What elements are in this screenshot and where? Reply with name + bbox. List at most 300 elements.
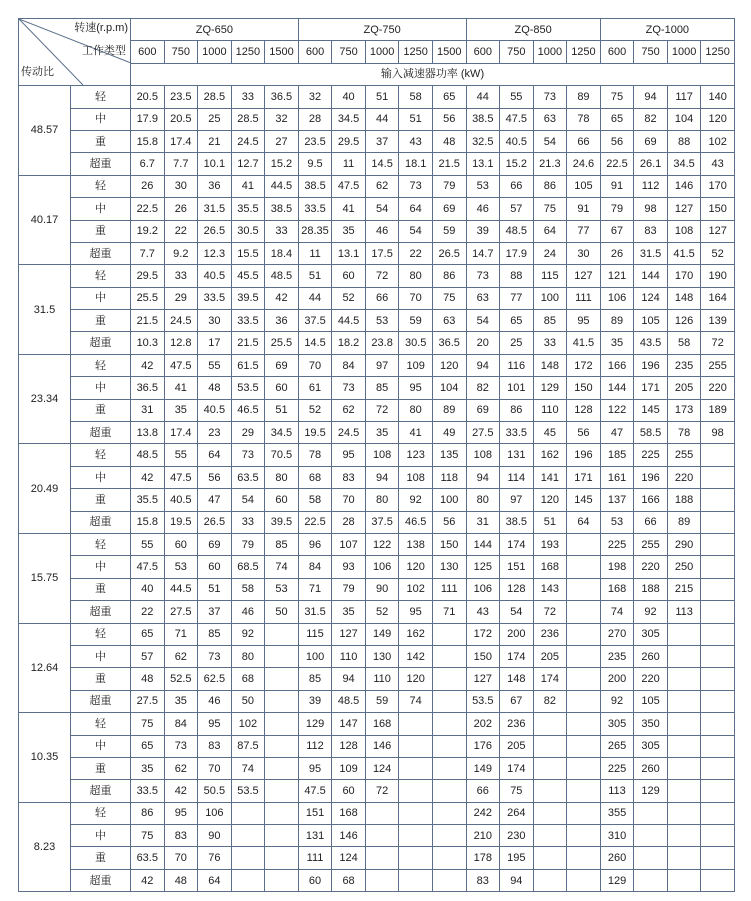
power-value-cell: 58 <box>231 578 265 600</box>
power-value-cell: 171 <box>567 466 601 488</box>
power-value-cell: 88 <box>667 130 701 152</box>
power-value-cell: 35 <box>164 690 198 712</box>
power-value-cell: 255 <box>634 533 668 555</box>
power-value-cell: 19.5 <box>298 422 332 444</box>
power-value-cell: 166 <box>634 489 668 511</box>
power-value-cell: 100 <box>432 489 466 511</box>
power-value-cell: 35 <box>131 757 165 779</box>
power-value-cell: 40 <box>332 86 366 108</box>
power-value-cell: 17.4 <box>164 130 198 152</box>
power-value-cell: 105 <box>567 175 601 197</box>
power-value-cell: 42 <box>265 287 299 309</box>
duty-type-cell: 重 <box>71 757 131 779</box>
power-value-cell: 75 <box>131 713 165 735</box>
power-value-cell <box>701 601 735 623</box>
power-value-cell: 37.5 <box>365 511 399 533</box>
duty-type-cell: 轻 <box>71 354 131 376</box>
power-value-cell: 7.7 <box>164 153 198 175</box>
power-value-cell: 58 <box>298 489 332 511</box>
power-value-cell <box>432 780 466 802</box>
power-value-cell: 30 <box>164 175 198 197</box>
power-value-cell: 91 <box>600 175 634 197</box>
power-value-cell: 117 <box>667 86 701 108</box>
power-value-cell <box>533 735 567 757</box>
table-row <box>19 757 735 779</box>
power-value-cell <box>231 825 265 847</box>
power-value-cell: 85 <box>533 310 567 332</box>
power-value-cell <box>365 802 399 824</box>
power-value-cell: 104 <box>432 377 466 399</box>
power-value-cell: 111 <box>432 578 466 600</box>
power-value-cell: 94 <box>466 466 500 488</box>
power-value-cell: 28 <box>332 511 366 533</box>
power-value-cell: 110 <box>332 645 366 667</box>
power-value-cell: 92 <box>600 690 634 712</box>
power-value-cell: 30.5 <box>399 332 433 354</box>
power-value-cell: 82 <box>533 690 567 712</box>
power-value-cell: 70 <box>298 354 332 376</box>
power-value-cell: 25.5 <box>131 287 165 309</box>
power-value-cell: 71 <box>432 601 466 623</box>
power-value-cell: 120 <box>399 556 433 578</box>
power-value-cell: 108 <box>466 444 500 466</box>
power-value-cell <box>667 713 701 735</box>
power-value-cell: 42 <box>131 869 165 891</box>
power-value-cell: 79 <box>332 578 366 600</box>
power-value-cell: 92 <box>399 489 433 511</box>
power-value-cell: 23.5 <box>164 86 198 108</box>
power-value-cell: 64 <box>567 511 601 533</box>
power-value-cell: 80 <box>265 466 299 488</box>
power-value-cell: 54 <box>466 310 500 332</box>
power-value-cell <box>567 825 601 847</box>
power-value-cell <box>432 802 466 824</box>
power-value-cell: 174 <box>500 533 534 555</box>
power-value-cell: 70.5 <box>265 444 299 466</box>
power-value-cell: 37 <box>365 130 399 152</box>
power-value-cell: 236 <box>533 623 567 645</box>
power-value-cell <box>634 869 668 891</box>
power-value-cell: 42 <box>164 780 198 802</box>
power-value-cell: 35 <box>164 399 198 421</box>
power-value-cell: 36.5 <box>265 86 299 108</box>
power-value-cell: 34.5 <box>265 422 299 444</box>
ratio-cell: 23.34 <box>19 354 71 444</box>
power-value-cell: 162 <box>399 623 433 645</box>
power-value-cell <box>231 847 265 869</box>
power-value-cell: 105 <box>634 690 668 712</box>
power-value-cell: 33.5 <box>131 780 165 802</box>
power-value-cell: 40.5 <box>198 265 232 287</box>
power-value-cell: 94 <box>500 869 534 891</box>
duty-type-cell: 超重 <box>71 601 131 623</box>
duty-type-cell: 超重 <box>71 242 131 264</box>
power-value-cell: 33 <box>164 265 198 287</box>
duty-type-label: 工作类型 <box>82 45 126 57</box>
power-value-cell: 111 <box>567 287 601 309</box>
duty-type-cell: 重 <box>71 399 131 421</box>
power-value-cell: 355 <box>600 802 634 824</box>
power-value-cell <box>701 825 735 847</box>
power-value-cell: 60 <box>265 377 299 399</box>
duty-type-cell: 轻 <box>71 175 131 197</box>
power-value-cell: 77 <box>500 287 534 309</box>
power-value-cell: 53.5 <box>231 780 265 802</box>
power-value-cell: 108 <box>365 444 399 466</box>
power-value-cell: 70 <box>164 847 198 869</box>
power-value-cell: 97 <box>365 354 399 376</box>
power-value-cell: 64 <box>533 220 567 242</box>
power-value-cell: 28.5 <box>198 86 232 108</box>
power-value-cell: 30 <box>567 242 601 264</box>
power-value-cell: 53 <box>365 310 399 332</box>
power-value-cell: 65 <box>600 108 634 130</box>
power-value-cell: 70 <box>198 757 232 779</box>
power-value-cell: 53.5 <box>466 690 500 712</box>
power-value-cell: 149 <box>466 757 500 779</box>
table-row <box>19 601 735 623</box>
power-value-cell: 196 <box>567 444 601 466</box>
power-value-cell: 32 <box>298 86 332 108</box>
power-value-cell: 53.5 <box>231 377 265 399</box>
power-value-cell: 54 <box>500 601 534 623</box>
table-row <box>19 847 735 869</box>
power-value-cell: 188 <box>667 489 701 511</box>
power-value-cell: 260 <box>634 757 668 779</box>
power-value-cell <box>701 466 735 488</box>
power-value-cell: 127 <box>466 668 500 690</box>
table-row <box>19 399 735 421</box>
power-value-cell <box>701 690 735 712</box>
power-value-cell: 86 <box>533 175 567 197</box>
power-value-cell: 107 <box>332 533 366 555</box>
power-value-cell: 127 <box>667 198 701 220</box>
power-value-cell: 48 <box>198 377 232 399</box>
power-value-cell: 350 <box>634 713 668 735</box>
power-value-cell: 112 <box>298 735 332 757</box>
power-value-cell <box>265 825 299 847</box>
power-value-cell: 305 <box>634 735 668 757</box>
power-value-cell: 38.5 <box>298 175 332 197</box>
power-value-cell: 44.5 <box>265 175 299 197</box>
power-value-cell: 41 <box>164 377 198 399</box>
power-value-cell <box>667 735 701 757</box>
power-value-cell <box>432 690 466 712</box>
power-value-cell <box>701 668 735 690</box>
power-value-cell <box>432 623 466 645</box>
power-value-cell: 26.5 <box>198 220 232 242</box>
power-value-cell: 47.5 <box>164 354 198 376</box>
power-value-cell: 43 <box>701 153 735 175</box>
power-value-cell: 100 <box>533 287 567 309</box>
power-value-cell: 73 <box>399 175 433 197</box>
power-value-cell: 29 <box>164 287 198 309</box>
power-value-cell: 62 <box>164 645 198 667</box>
power-value-cell: 149 <box>365 623 399 645</box>
power-value-cell <box>701 802 735 824</box>
power-value-cell: 73 <box>231 444 265 466</box>
power-value-cell: 174 <box>533 668 567 690</box>
power-value-cell: 84 <box>332 354 366 376</box>
model-header-zq850: ZQ-850 <box>466 19 600 41</box>
power-value-cell: 17.5 <box>365 242 399 264</box>
power-value-cell <box>567 757 601 779</box>
power-value-cell: 115 <box>298 623 332 645</box>
speed-header-cell: 1250 <box>231 41 265 63</box>
power-value-cell <box>567 533 601 555</box>
power-value-cell: 151 <box>298 802 332 824</box>
duty-type-cell: 中 <box>71 466 131 488</box>
table-row <box>19 86 735 108</box>
power-value-cell: 22.5 <box>298 511 332 533</box>
duty-type-cell: 超重 <box>71 780 131 802</box>
model-header-zq1000: ZQ-1000 <box>600 19 734 41</box>
power-value-cell <box>432 847 466 869</box>
power-value-cell: 148 <box>500 668 534 690</box>
ratio-cell: 40.17 <box>19 175 71 265</box>
power-value-cell: 21.3 <box>533 153 567 175</box>
power-value-cell: 89 <box>432 399 466 421</box>
power-value-cell: 122 <box>600 399 634 421</box>
power-value-cell: 141 <box>533 466 567 488</box>
power-value-cell: 29.5 <box>332 130 366 152</box>
power-value-cell: 83 <box>332 466 366 488</box>
power-value-cell: 53 <box>600 511 634 533</box>
speed-header-cell: 750 <box>332 41 366 63</box>
power-value-cell: 34.5 <box>332 108 366 130</box>
power-value-cell: 78 <box>667 422 701 444</box>
power-value-cell: 52 <box>365 601 399 623</box>
power-value-cell: 42 <box>131 354 165 376</box>
power-value-cell: 75 <box>600 86 634 108</box>
power-value-cell <box>667 623 701 645</box>
power-value-cell: 48.5 <box>332 690 366 712</box>
power-value-cell: 196 <box>634 466 668 488</box>
power-value-cell: 79 <box>432 175 466 197</box>
power-value-cell: 43.5 <box>634 332 668 354</box>
power-value-cell: 61 <box>298 377 332 399</box>
power-value-cell: 60 <box>298 869 332 891</box>
power-value-cell: 51 <box>365 86 399 108</box>
power-value-cell: 69 <box>265 354 299 376</box>
power-value-cell: 121 <box>600 265 634 287</box>
power-value-cell: 170 <box>701 175 735 197</box>
power-value-cell <box>701 645 735 667</box>
power-value-cell: 255 <box>667 444 701 466</box>
power-value-cell: 235 <box>667 354 701 376</box>
power-value-cell: 73 <box>533 86 567 108</box>
power-value-cell <box>365 825 399 847</box>
power-value-cell: 198 <box>600 556 634 578</box>
power-value-cell: 21 <box>198 130 232 152</box>
table-row <box>19 108 735 130</box>
power-value-cell: 220 <box>634 556 668 578</box>
power-value-cell <box>567 645 601 667</box>
speed-header-cell: 1500 <box>432 41 466 63</box>
power-value-cell: 35 <box>332 220 366 242</box>
power-value-cell: 20 <box>466 332 500 354</box>
power-value-cell: 144 <box>466 533 500 555</box>
power-value-cell: 260 <box>634 645 668 667</box>
power-value-cell <box>432 825 466 847</box>
power-value-cell: 22 <box>131 601 165 623</box>
power-value-cell <box>533 847 567 869</box>
duty-type-cell: 轻 <box>71 713 131 735</box>
power-value-cell <box>265 780 299 802</box>
power-value-cell: 125 <box>466 556 500 578</box>
power-value-cell: 80 <box>399 265 433 287</box>
power-value-cell: 83 <box>634 220 668 242</box>
power-value-cell: 68.5 <box>231 556 265 578</box>
power-value-cell: 62 <box>164 757 198 779</box>
power-value-cell: 129 <box>634 780 668 802</box>
power-value-cell: 74 <box>231 757 265 779</box>
power-value-cell: 118 <box>432 466 466 488</box>
power-value-cell: 31 <box>131 399 165 421</box>
power-value-cell: 23.5 <box>298 130 332 152</box>
power-value-cell: 98 <box>634 198 668 220</box>
power-value-cell: 114 <box>500 466 534 488</box>
power-value-cell: 112 <box>634 175 668 197</box>
power-value-cell: 80 <box>466 489 500 511</box>
power-value-cell: 55 <box>164 444 198 466</box>
power-value-cell: 127 <box>567 265 601 287</box>
power-value-cell: 83 <box>164 825 198 847</box>
power-value-cell: 33 <box>533 332 567 354</box>
table-row <box>19 511 735 533</box>
power-value-cell: 161 <box>600 466 634 488</box>
power-value-cell: 63 <box>533 108 567 130</box>
power-value-cell: 20.5 <box>164 108 198 130</box>
power-value-cell: 51 <box>298 265 332 287</box>
power-value-cell: 210 <box>466 825 500 847</box>
duty-type-cell: 中 <box>71 556 131 578</box>
power-value-cell <box>701 735 735 757</box>
power-value-cell: 38.5 <box>500 511 534 533</box>
duty-type-cell: 重 <box>71 130 131 152</box>
duty-type-cell: 重 <box>71 489 131 511</box>
table-row <box>19 153 735 175</box>
table-row <box>19 377 735 399</box>
table-row <box>19 332 735 354</box>
power-value-cell: 230 <box>500 825 534 847</box>
power-value-cell: 60 <box>332 780 366 802</box>
power-value-cell: 255 <box>701 354 735 376</box>
ratio-cell: 12.64 <box>19 623 71 713</box>
power-value-cell: 72 <box>365 265 399 287</box>
power-value-cell: 148 <box>667 287 701 309</box>
power-value-cell <box>231 802 265 824</box>
power-value-cell <box>567 690 601 712</box>
power-value-cell: 68 <box>332 869 366 891</box>
power-value-cell: 44.5 <box>164 578 198 600</box>
power-value-cell: 100 <box>298 645 332 667</box>
power-value-cell: 72 <box>365 399 399 421</box>
power-value-cell: 120 <box>399 668 433 690</box>
power-value-cell: 27.5 <box>164 601 198 623</box>
power-value-cell: 59 <box>432 220 466 242</box>
power-value-cell: 36 <box>198 175 232 197</box>
power-value-cell: 104 <box>667 108 701 130</box>
power-value-cell: 225 <box>600 757 634 779</box>
table-row <box>19 287 735 309</box>
power-value-cell: 35 <box>332 601 366 623</box>
power-value-cell: 27.5 <box>131 690 165 712</box>
power-value-cell: 75 <box>131 825 165 847</box>
power-value-cell: 34.5 <box>667 153 701 175</box>
power-value-cell: 116 <box>500 354 534 376</box>
power-value-cell: 200 <box>600 668 634 690</box>
power-value-cell: 50 <box>265 601 299 623</box>
model-header-zq650: ZQ-650 <box>131 19 299 41</box>
power-value-cell: 24.5 <box>164 310 198 332</box>
power-value-cell: 32 <box>265 108 299 130</box>
power-value-cell: 24 <box>533 242 567 264</box>
power-value-cell: 95 <box>332 444 366 466</box>
power-value-cell: 150 <box>567 377 601 399</box>
power-value-cell: 28 <box>298 108 332 130</box>
table-row <box>19 825 735 847</box>
power-value-cell: 128 <box>567 399 601 421</box>
table-row <box>19 735 735 757</box>
power-value-cell: 102 <box>231 713 265 735</box>
power-value-cell: 89 <box>567 86 601 108</box>
power-value-cell: 43 <box>466 601 500 623</box>
power-unit-label: 输入减速器功率 (kW) <box>131 63 735 85</box>
power-value-cell: 61.5 <box>231 354 265 376</box>
power-value-cell: 10.3 <box>131 332 165 354</box>
power-value-cell: 47.5 <box>164 466 198 488</box>
power-value-cell: 66 <box>634 511 668 533</box>
power-value-cell <box>533 825 567 847</box>
power-value-cell: 84 <box>164 713 198 735</box>
power-value-cell <box>567 601 601 623</box>
power-value-cell: 58.5 <box>634 422 668 444</box>
power-value-cell <box>365 869 399 891</box>
power-value-cell: 33.5 <box>198 287 232 309</box>
table-row <box>19 645 735 667</box>
power-value-cell: 98 <box>701 422 735 444</box>
power-value-cell: 55 <box>198 354 232 376</box>
power-value-cell: 65 <box>432 86 466 108</box>
power-value-cell: 110 <box>533 399 567 421</box>
table-row <box>19 533 735 555</box>
duty-type-cell: 重 <box>71 310 131 332</box>
power-value-cell: 57 <box>131 645 165 667</box>
power-value-cell <box>701 847 735 869</box>
duty-type-cell: 轻 <box>71 265 131 287</box>
power-value-cell: 46 <box>198 690 232 712</box>
power-value-cell <box>567 847 601 869</box>
power-value-cell <box>432 757 466 779</box>
power-value-cell: 41 <box>399 422 433 444</box>
power-value-cell: 124 <box>634 287 668 309</box>
power-value-cell: 189 <box>701 399 735 421</box>
power-value-cell: 47.5 <box>332 175 366 197</box>
power-value-cell <box>701 556 735 578</box>
power-value-cell: 20.5 <box>131 86 165 108</box>
power-value-cell: 66 <box>500 175 534 197</box>
power-value-cell: 18.4 <box>265 242 299 264</box>
power-value-cell: 122 <box>365 533 399 555</box>
power-value-cell: 162 <box>533 444 567 466</box>
speed-header-cell: 600 <box>131 41 165 63</box>
power-value-cell: 145 <box>634 399 668 421</box>
power-value-cell: 305 <box>600 713 634 735</box>
power-value-cell: 86 <box>500 399 534 421</box>
duty-type-cell: 中 <box>71 287 131 309</box>
power-value-cell: 220 <box>701 377 735 399</box>
